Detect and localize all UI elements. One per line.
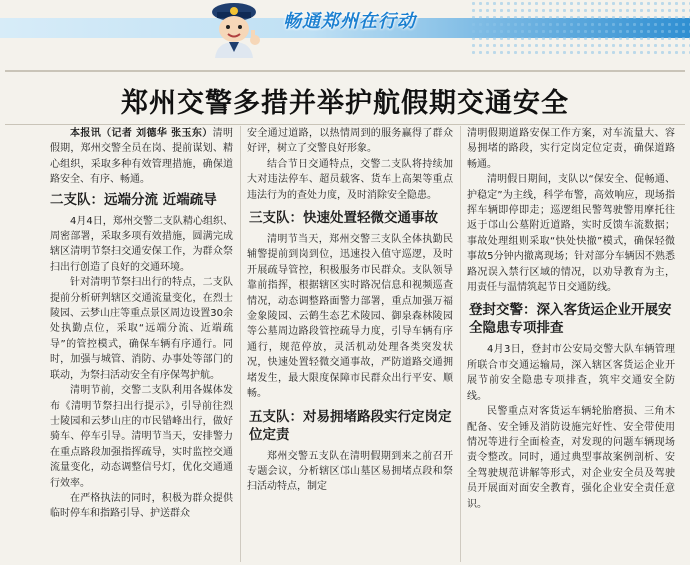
column-divider: [460, 126, 461, 562]
article-column-1: [50, 126, 233, 522]
subheading-3rd-brigade: 三支队：快速处置轻微交通事故: [249, 210, 438, 227]
paragraph: 民警重点对客货运车辆轮胎磨损、三角木配备、安全锤及消防设施完好性、安全带使用情况等进行全面检查，对发现的问题车辆现场责令整改。同时，通过典型事故案例剖析、安全驾驶规范讲解等形式，对企业安全员及驾驶员开展面对面安全教育，强化企业安全责任意识。: [467, 406, 675, 510]
banner-dot-pattern: [470, 0, 690, 58]
lead-prefix: 本报讯: [70, 128, 102, 139]
section-banner: [0, 0, 690, 58]
subheading-5th-brigade: 五支队：对易拥堵路段实行定岗定位定责: [249, 408, 452, 443]
paragraph: 郑州交警五支队在清明假期到来之前召开专题会议，分析辖区邙山墓区易拥堵点段和祭扫活动特点，制定: [247, 450, 453, 493]
headline-box: [5, 70, 685, 125]
paragraph: 4月4日，郑州交警二支队精心组织、周密部署，采取多项有效措施，圆满完成辖区清明节祭扫交通安保工作，为群众祭扫出行创造了良好的交通环境。: [50, 215, 233, 273]
paragraph: 清明节前，交警二支队利用各媒体发布《清明节祭扫出行提示》，引导前往烈士陵园和云梦山庄的市民错峰出行，做好骑车、停车引导。清明节当天，安排警力在重点路段加强指挥疏导，实时监控交通流量变化，动态调整信号灯，优化交通通行效率。: [50, 385, 233, 489]
paragraph: 清明假日期间，支队以“保安全、促畅通、护稳定”为主线，科学布警，高效响应，现场指挥车辆即停即走；巡逻组民警驾驶警用摩托往返于邙山公墓附近道路，实时反馈车流数据；事故处理组则采取“快处快撤”模式，确保轻微事故5分钟内撤离现场；针对部分车辆因不熟悉路况误入禁行区域的情况，以劝导教育为主，用责任与温情筑起节日交通防线。: [467, 174, 675, 294]
column-divider: [240, 126, 241, 562]
banner-title: 畅通郑州在行动: [283, 11, 416, 32]
subheading-2nd-brigade: 二支队：远端分流 近端疏导: [50, 191, 217, 208]
page-headline: 郑州交警多措并举护航假期交通安全: [121, 88, 569, 119]
article-column-3: [467, 126, 675, 512]
paragraph: 清明节当天，郑州交警三支队全体执勤民辅警提前到岗到位，迅速投入值守巡逻，及时开展疏导管控，积极服务市民群众。支队领导靠前指挥，根据辖区实时路况信息和视频巡查情况，动态调整路面警力部署，重点加强万福金象陵园、云鹤生态艺术陵园、御泉森林陵园等公墓周边路段管控疏导力度，引导车辆有序通行，规范停放，灵活机动处理各类突发状况，快速处置轻微交通事故，严防道路交通拥堵发生，最大限度保障市民群众出行平安、顺畅。: [247, 234, 453, 400]
article-column-2: [247, 126, 453, 495]
paragraph: 在严格执法的同时，积极为群众提供临时停车和指路引导、护送群众: [50, 492, 233, 520]
paragraph: 安全通过道路，以热情周到的服务赢得了群众好评，树立了交警良好形象。: [247, 128, 453, 155]
paragraph: 4月3日，登封市公安局交警大队车辆管理所联合市交通运输局，深入辖区客货运企业开展节前安全隐患专项排查，筑牢交通安全防线。: [467, 344, 675, 402]
paragraph: 清明假期道路安保工作方案，对车流量大、容易拥堵的路段，实行定岗定位定责，确保道路畅通。: [467, 128, 675, 170]
paragraph: 针对清明节祭扫出行的特点，二支队提前分析研判辖区交通流量变化，在烈士陵园、云梦山庄等重点景区周边设置30余处执勤点位，采取“远端分流、近端疏导”的管控模式，确保车辆有序通行。同时，加强与城管、消防、办事处等部门的联动，为祭扫活动安全有序保驾护航。: [50, 277, 233, 381]
lead-text: 清明假期，郑州交警全员在岗、提前谋划、精心组织，采取多种有效管理措施，确保道路安全、有序、畅通。: [50, 128, 234, 186]
paragraph: 结合节日交通特点，交警二支队将持续加大对违法停车、超员载客、货车上高架等重点违法行为的查处力度，及时消除安全隐患。: [247, 158, 453, 201]
lead-paragraph: [50, 126, 233, 188]
subheading-dengfeng-police: 登封交警：深入客货运企业开展安全隐患专项排查: [469, 302, 672, 337]
lead-authors: （记者 刘德华 张玉东）: [101, 128, 213, 139]
traffic-police-cartoon-icon: [203, 0, 265, 58]
